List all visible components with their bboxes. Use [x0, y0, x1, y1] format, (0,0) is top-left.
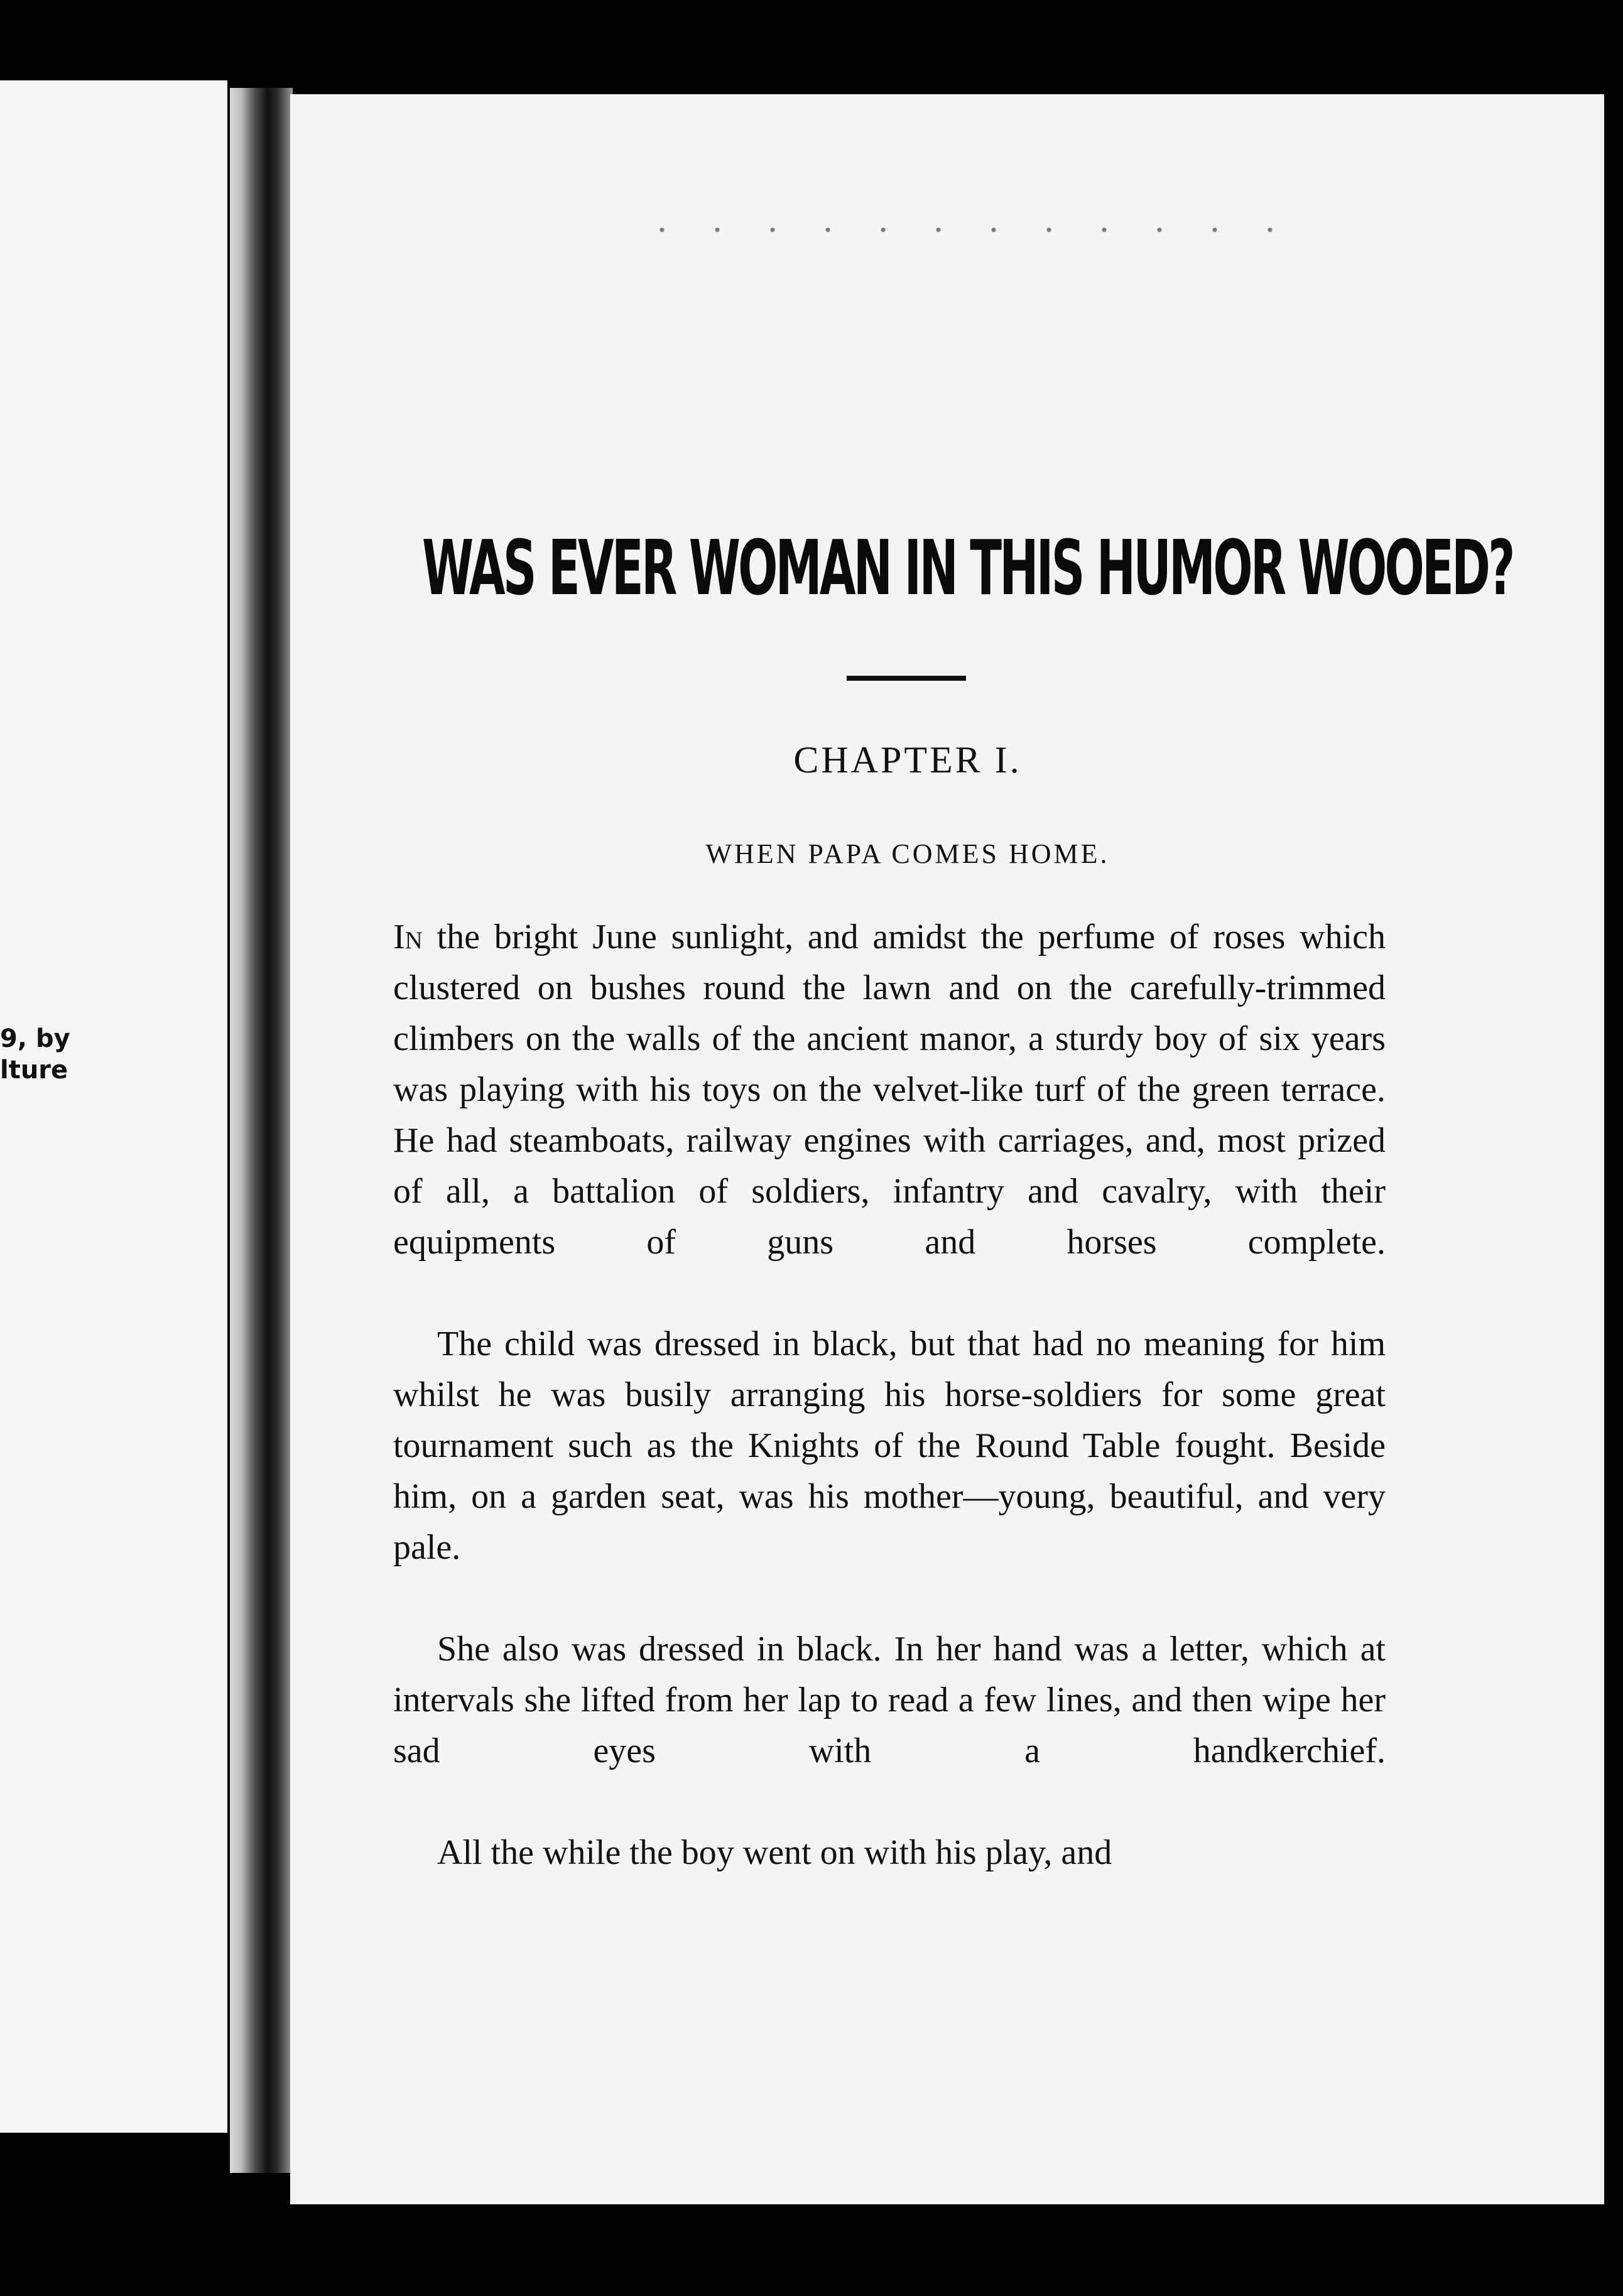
paragraph-4-text: All the while the boy went on with his play, and [437, 1833, 1112, 1872]
left-page-fragment-2: lture [0, 1056, 68, 1085]
paragraph-1-text: the bright June sunlight, and amidst the perfume of roses which clustered on bushes round the lawn and on the carefully-trimmed climbers on the walls of the ancient manor, a sturdy boy of six years was playing with his toys on the velvet-like turf of the green terrace. He had steamboats, railway engines with carriages, and, most prized of all, a battalion of soldiers, infantry and cavalry, with their equipments of guns and horses complete. [393, 918, 1386, 1262]
scan-speckles [634, 224, 1288, 242]
chapter-body [393, 912, 1386, 1878]
paragraph-1-dropcap: In [393, 918, 423, 956]
book-title: WAS EVER WOMAN IN THIS HUMOR WOOED? [422, 525, 1513, 612]
book-spine [230, 88, 293, 2173]
paragraph-2-text: The child was dressed in black, but that had no meaning for him whilst he was busily arranging his horse-soldiers for some great tournament such as the Knights of the Round Table fought. Beside him, on a garden seat, was his mother—young, beautiful, and very pale. [393, 1324, 1386, 1567]
paragraph-3 [393, 1624, 1386, 1828]
chapter-subtitle: WHEN PAPA COMES HOME. [705, 838, 1110, 869]
paragraph-2 [393, 1319, 1386, 1624]
paragraph-1 [393, 912, 1386, 1319]
paragraph-4 [393, 1828, 1386, 1878]
paragraph-3-text: She also was dressed in black. In her hand was a letter, which at intervals she lifted from her lap to read a few lines, and then wipe her sad eyes with a handkerchief. [393, 1630, 1386, 1770]
bleed-through-mark [18, 533, 44, 671]
title-divider [847, 676, 966, 681]
left-page-fragment-1: 9, by [0, 1024, 70, 1053]
left-page [0, 80, 227, 2133]
chapter-heading: CHAPTER I. [793, 739, 1022, 781]
